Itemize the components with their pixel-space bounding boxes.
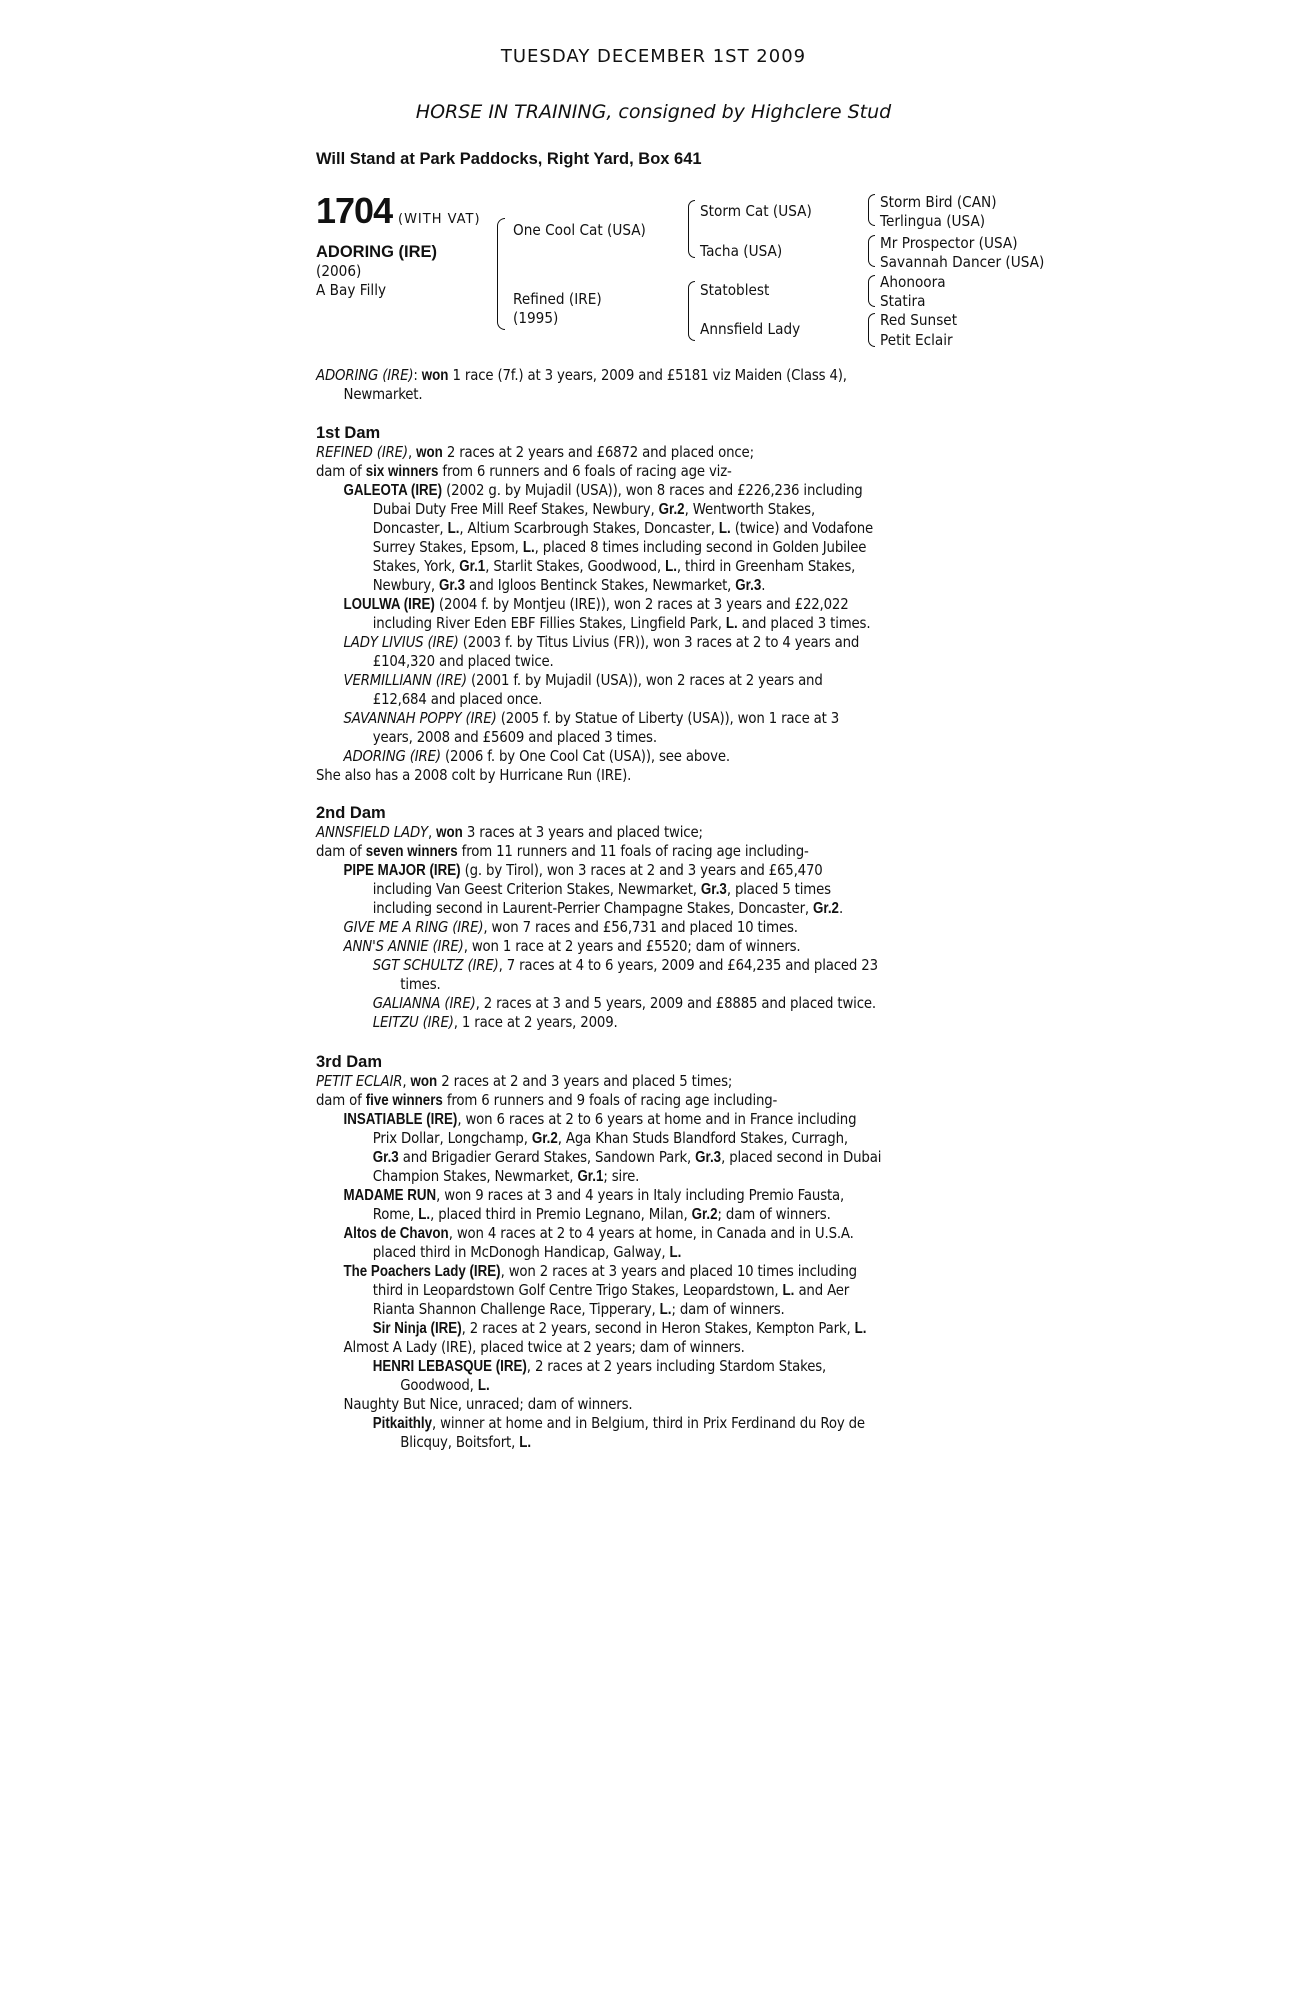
list-item-savannah-poppy: SAVANNAH POPPY (IRE) (2005 f. by Statue of Liberty (USA)), won 1 race at 3 years, 2008 and £5609 and placed 3 times.: [343, 709, 840, 746]
list-item-anns-annie: ANN'S ANNIE (IRE), won 1 race at 2 years and £5520; dam of winners.: [343, 937, 801, 955]
sire-line-brace: [688, 200, 695, 258]
second-dam-heading: 2nd Dam: [316, 804, 386, 822]
g4-brace: [868, 313, 875, 347]
list-item-almost-a-lady: Almost A Lady (IRE), placed twice at 2 years; dam of winners.: [343, 1338, 745, 1356]
pedigree-dam-sire: Statoblest: [700, 281, 770, 299]
second-dam-section: 2nd Dam ANNSFIELD LADY, won 3 races at 3 years and placed twice; dam of seven winners from 11 runners and 11 foals of racing age including- PIPE MAJOR (IRE) (g. by Tirol), won 3 races at 2 and 3 years and £65,470 including Van Geest Criterion Stakes, Newmarket, Gr.3, placed 5 times including second in Laurent-Perrier Champagne Stakes, Doncaster, Gr.2. GIVE ME A RING (IRE), won 7 races and £56,731 and placed 10 times. ANN'S ANNIE (IRE), won 1 race at 2 years and £5520; dam of winners. SGT SCHULTZ (IRE), 7 races at 4 to 6 years, 2009 and £64,235 and placed 23 times. GALIANNA (IRE), 2 races at 3 and 5 years, 2009 and £8885 and placed twice. LEITZU (IRE), 1 race at 2 years, 2009.: [316, 803, 1096, 1032]
list-item-naughty-but-nice: Naughty But Nice, unraced; dam of winners.: [343, 1395, 633, 1413]
pedigree-g3: Mr Prospector (USA): [880, 234, 1018, 252]
consignment-line: HORSE IN TRAINING, consigned by Highclere Stud: [415, 101, 892, 123]
list-item-poachers-lady: The Poachers Lady (IRE), won 2 races at 3 years and placed 10 times including third in Leopardstown Golf Centre Trigo Stakes, Leopardstown, L. and Aer Rianta Shannon Challenge Race, Tipperary, L.; dam of winners.: [343, 1262, 857, 1318]
pedigree-dam-year: (1995): [513, 309, 559, 327]
sire-dam-brace: [497, 218, 505, 330]
pedigree-sire-dam: Tacha (USA): [700, 242, 783, 260]
race-record: ADORING (IRE): won 1 race (7f.) at 3 years, 2009 and £5181 viz Maiden (Class 4), Newmarket.: [316, 366, 847, 403]
record-horse-name: ADORING (IRE): [316, 366, 414, 384]
list-item-madame-run: MADAME RUN, won 9 races at 3 and 4 years in Italy including Premio Fausta, Rome, L., placed third in Premio Legnano, Milan, Gr.2; dam of winners.: [343, 1186, 845, 1223]
first-dam-heading: 1st Dam: [316, 424, 381, 442]
list-item-leitzu: LEITZU (IRE), 1 race at 2 years, 2009.: [372, 1013, 618, 1031]
horse-name: ADORING (IRE): [316, 243, 437, 261]
pedigree-g7: Red Sunset: [880, 311, 958, 329]
horse-description: A Bay Filly: [316, 281, 387, 299]
dam-line-brace: [688, 281, 695, 341]
list-item-loulwa: LOULWA (IRE) (2004 f. by Montjeu (IRE)), won 2 races at 3 years and £22,022 including River Eden EBF Fillies Stakes, Lingfield Park, L. and placed 3 times.: [343, 595, 871, 632]
pedigree-g8: Petit Eclair: [880, 331, 953, 349]
pedigree-g4: Savannah Dancer (USA): [880, 253, 1045, 271]
list-item-sir-ninja: Sir Ninja (IRE), 2 races at 2 years, second in Heron Stakes, Kempton Park, L.: [372, 1319, 867, 1337]
pedigree-dam-dam: Annsfield Lady: [700, 320, 801, 338]
g1-brace: [868, 194, 875, 226]
list-item-adoring: ADORING (IRE) (2006 f. by One Cool Cat (USA)), see above.: [343, 747, 730, 765]
pedigree-sire: One Cool Cat (USA): [513, 221, 646, 239]
list-item-vermilliann: VERMILLIANN (IRE) (2001 f. by Mujadil (USA)), won 2 races at 2 years and £12,684 and placed once.: [343, 671, 823, 708]
also-has-line: She also has a 2008 colt by Hurricane Run (IRE).: [316, 766, 632, 784]
g3-brace: [868, 275, 875, 307]
list-item-lady-livius: LADY LIVIUS (IRE) (2003 f. by Titus Livius (FR)), won 3 races at 2 to 4 years and £104,320 and placed twice.: [343, 633, 860, 670]
stand-location: Will Stand at Park Paddocks, Right Yard, Box 641: [316, 150, 702, 168]
pedigree-g5: Ahonoora: [880, 273, 946, 291]
list-item-altos-de-chavon: Altos de Chavon, won 4 races at 2 to 4 years at home, in Canada and in U.S.A. placed third in McDonogh Handicap, Galway, L.: [343, 1224, 854, 1261]
list-item-sgt-schultz: SGT SCHULTZ (IRE), 7 races at 4 to 6 years, 2009 and £64,235 and placed 23 times.: [372, 956, 878, 993]
pedigree-g2: Terlingua (USA): [880, 212, 986, 230]
list-item-pipe-major: PIPE MAJOR (IRE) (g. by Tirol), won 3 races at 2 and 3 years and £65,470 including Van Geest Criterion Stakes, Newmarket, Gr.3, placed 5 times including second in Laurent-Perrier Champagne Stakes, Doncaster, Gr.2.: [343, 861, 844, 917]
list-item-henri-lebasque: HENRI LEBASQUE (IRE), 2 races at 2 years including Stardom Stakes, Goodwood, L.: [372, 1357, 827, 1394]
list-item-give-me-a-ring: GIVE ME A RING (IRE), won 7 races and £56,731 and placed 10 times.: [343, 918, 798, 936]
lot-vat: (WITH VAT): [398, 212, 481, 227]
g2-brace: [868, 235, 875, 267]
first-dam-section: 1st Dam REFINED (IRE), won 2 races at 2 years and £6872 and placed once; dam of six winners from 6 runners and 6 foals of racing age viz- GALEOTA (IRE) (2002 g. by Mujadil (USA)), won 8 races and £226,236 including Dubai Duty Free Mill Reef Stakes, Newbury, Gr.2, Wentworth Stakes, Doncaster, L., Altium Scarbrough Stakes, Doncaster, L. (twice) and Vodafone Surrey Stakes, Epsom, L., placed 8 times including second in Golden Jubilee Stakes, York, Gr.1, Starlit Stakes, Goodwood, L., third in Greenham Stakes, Newbury, Gr.3 and Igloos Bentinck Stakes, Newmarket, Gr.3. LOULWA (IRE) (2004 f. by Montjeu (IRE)), won 2 races at 3 years and £22,022 including River Eden EBF Fillies Stakes, Lingfield Park, L. and placed 3 times. LADY LIVIUS (IRE) (2003 f. by Titus Livius (FR)), won 3 races at 2 to 4 years and £104,320 and placed twice. VERMILLIANN (IRE) (2001 f. by Mujadil (USA)), won 2 races at 2 years and £12,684 and placed once. SAVANNAH POPPY (IRE) (2005 f. by Statue of Liberty (USA)), won 1 race at 3 years, 2008 and £5609 and placed 3 times. ADORING (IRE) (2006 f. by One Cool Cat (USA)), see above. She also has a 2008 colt by Hurricane Run (IRE).: [316, 423, 1096, 785]
third-dam-heading: 3rd Dam: [316, 1053, 383, 1071]
list-item-insatiable: INSATIABLE (IRE), won 6 races at 2 to 6 years at home and in France including Prix Dollar, Longchamp, Gr.2, Aga Khan Studs Blandford Stakes, Curragh, Gr.3 and Brigadier Gerard Stakes, Sandown Park, Gr.3, placed second in Dubai Champion Stakes, Newmarket, Gr.1; sire.: [343, 1110, 882, 1185]
third-dam-section: 3rd Dam PETIT ECLAIR, won 2 races at 2 and 3 years and placed 5 times; dam of five winners from 6 runners and 9 foals of racing age including- INSATIABLE (IRE), won 6 races at 2 to 6 years at home and in France including Prix Dollar, Longchamp, Gr.2, Aga Khan Studs Blandford Stakes, Curragh, Gr.3 and Brigadier Gerard Stakes, Sandown Park, Gr.3, placed second in Dubai Champion Stakes, Newmarket, Gr.1; sire. MADAME RUN, won 9 races at 3 and 4 years in Italy including Premio Fausta, Rome, L., placed third in Premio Legnano, Milan, Gr.2; dam of winners. Altos de Chavon, won 4 races at 2 to 4 years at home, in Canada and in U.S.A. placed third in McDonogh Handicap, Galway, L. The Poachers Lady (IRE), won 2 races at 3 years and placed 10 times including third in Leopardstown Golf Centre Trigo Stakes, Leopardstown, L. and Aer Rianta Shannon Challenge Race, Tipperary, L.; dam of winners. Sir Ninja (IRE), 2 races at 2 years, second in Heron Stakes, Kempton Park, L. Almost A Lady (IRE), placed twice at 2 years; dam of winners. HENRI LEBASQUE (IRE), 2 races at 2 years including Stardom Stakes, Goodwood, L. Naughty But Nice, unraced; dam of winners. Pitkaithly, winner at home and in Belgium, third in Prix Ferdinand du Roy de Blicquy, Boitsfort, L.: [316, 1052, 1096, 1452]
horse-year: (2006): [316, 262, 362, 280]
list-item-galeota: GALEOTA (IRE) (2002 g. by Mujadil (USA)), won 8 races and £226,236 including Dubai Duty Free Mill Reef Stakes, Newbury, Gr.2, Wentworth Stakes, Doncaster, L., Altium Scarbrough Stakes, Doncaster, L. (twice) and Vodafone Surrey Stakes, Epsom, L., placed 8 times including second in Golden Jubilee Stakes, York, Gr.1, Starlit Stakes, Goodwood, L., third in Greenham Stakes, Newbury, Gr.3 and Igloos Bentinck Stakes, Newmarket, Gr.3.: [343, 481, 874, 594]
pedigree-g6: Statira: [880, 292, 926, 310]
list-item-pitkaithly: Pitkaithly, winner at home and in Belgium, third in Prix Ferdinand du Roy de Blicquy, Boitsfort, L.: [372, 1414, 865, 1451]
pedigree-sire-sire: Storm Cat (USA): [700, 202, 812, 220]
lot-number: 1704: [316, 190, 393, 231]
pedigree-dam: Refined (IRE): [513, 290, 602, 308]
list-item-galianna: GALIANNA (IRE), 2 races at 3 and 5 years, 2009 and £8885 and placed twice.: [372, 994, 876, 1012]
pedigree-g1: Storm Bird (CAN): [880, 193, 997, 211]
sale-date: TUESDAY DECEMBER 1ST 2009: [500, 46, 807, 67]
